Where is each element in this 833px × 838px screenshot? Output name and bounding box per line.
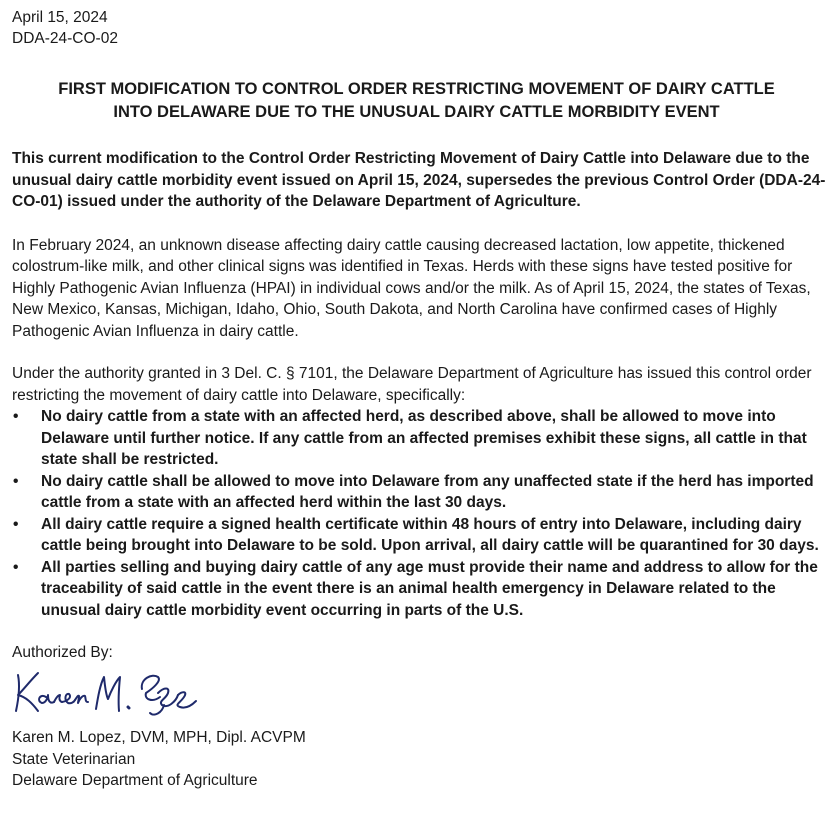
bullet-icon: •: [13, 558, 19, 576]
order-date: April 15, 2024: [12, 9, 108, 26]
title-line-2: INTO DELAWARE DUE TO THE UNUSUAL DAIRY CATTLE MORBIDITY EVENT: [113, 103, 720, 121]
restriction-text: No dairy cattle shall be allowed to move into Delaware from any unaffected state if the herd has imported cattle from a state with an affected herd within the last 30 days.: [41, 472, 814, 511]
restriction-text: All dairy cattle require a signed health certificate within 48 hours of entry into Delaware, including dairy cattle being brought into Delaware to be sold. Upon arrival, all dairy cattle will be quarantined for 30 days.: [41, 515, 819, 554]
restriction-item: [12, 557, 827, 622]
restriction-item: [12, 471, 827, 514]
bullet-icon: •: [13, 515, 19, 533]
document-page: [12, 7, 827, 792]
bullet-icon: •: [13, 408, 19, 425]
document-title: [12, 78, 827, 124]
handwritten-signature: [12, 667, 212, 719]
signatory-block: [12, 727, 827, 792]
intro-paragraph: This current modification to the Control Order Restricting Movement of Dairy Cattle into Delaware due to the unusual dairy cattle morbidity event issued on April 15, 2024, supersedes the previous Control Order (DDA-24-CO-01) issued under the authority of the Delaware Department of Agriculture.: [12, 150, 826, 210]
signatory-position: State Veterinarian: [12, 750, 136, 768]
bullet-icon: •: [13, 472, 19, 490]
authority-paragraph: Under the authority granted in 3 Del. C. § 7101, the Delaware Department of Agriculture has issued this control order restricting the movement of dairy cattle into Delaware, specifically:: [12, 365, 812, 404]
restriction-item: [12, 514, 827, 557]
restriction-text: All parties selling and buying dairy cattle of any age must provide their name and address to allow for the traceability of said cattle in the event there is an animal health emergency in Delaware related to the unusual dairy cattle morbidity event occurring in parts of the U.S.: [41, 558, 818, 619]
signatory-department: Delaware Department of Agriculture: [12, 772, 258, 789]
authorized-by-label: Authorized By:: [12, 644, 113, 661]
order-number: DDA-24-CO-02: [12, 30, 118, 47]
signature-icon: [12, 667, 212, 719]
title-line-1: FIRST MODIFICATION TO CONTROL ORDER RESTRICTING MOVEMENT OF DAIRY CATTLE: [58, 80, 775, 98]
restrictions-list: [12, 406, 827, 621]
restriction-item: [12, 406, 827, 471]
restriction-text: No dairy cattle from a state with an affected herd, as described above, shall be allowed to move into Delaware until further notice. If any cattle from an affected premises exhibit these signs, all cattle in that state shall be restricted.: [41, 408, 807, 468]
background-paragraph: In February 2024, an unknown disease affecting dairy cattle causing decreased lactation, low appetite, thickened colostrum-like milk, and other clinical signs was identified in Texas. Herds with these signs have tested positive for Highly Pathogenic Avian Influenza (HPAI) in individual cows and/or the milk. As of April 15, 2024, the states of Texas, New Mexico, Kansas, Michigan, Idaho, Ohio, South Dakota, and North Carolina have confirmed cases of Highly Pathogenic Avian Influenza in dairy cattle.: [12, 236, 811, 340]
signatory-name: Karen M. Lopez, DVM, MPH, Dipl. ACVPM: [12, 729, 306, 746]
